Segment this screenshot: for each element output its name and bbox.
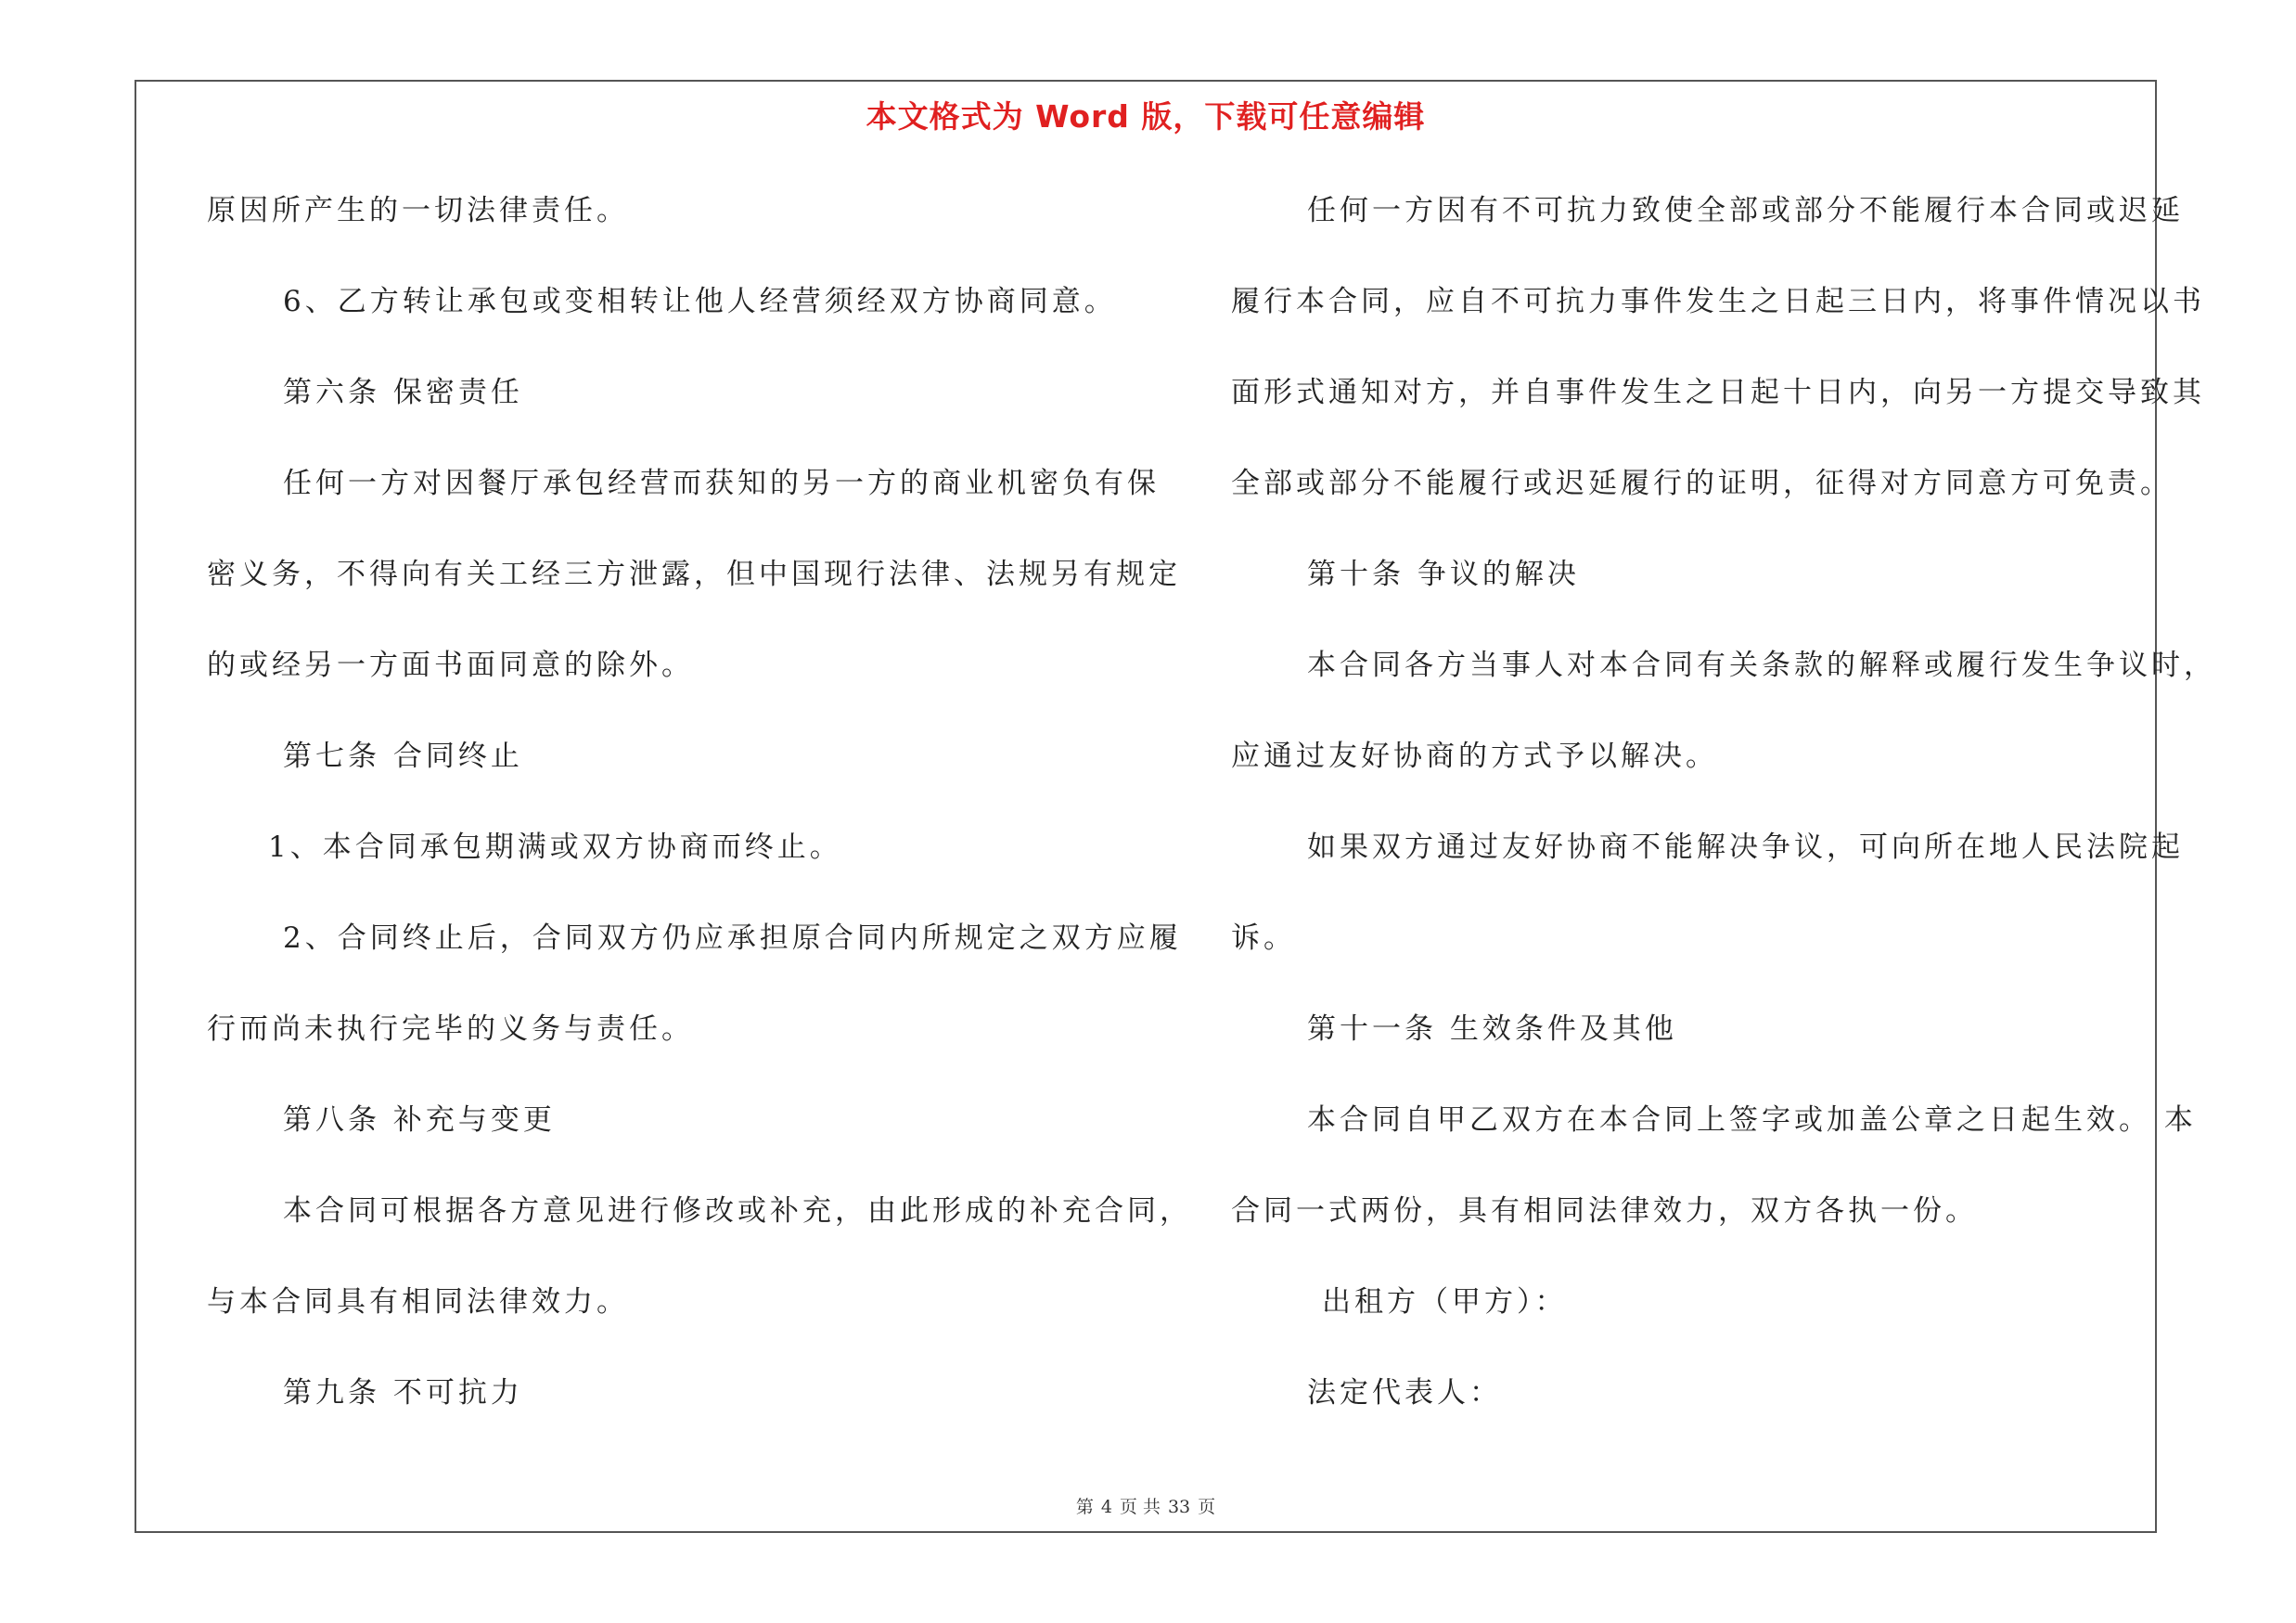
- article-heading: 第十条 争议的解决: [1307, 558, 1580, 591]
- clause-item: 2、合同终止后，合同双方仍应承担原合同内所规定之双方应履: [283, 921, 1182, 955]
- left-column: [207, 186, 1192, 1459]
- total-pages-number: 33: [1167, 1497, 1191, 1517]
- paragraph-line: 本合同各方当事人对本合同有关条款的解释或履行发生争议时，: [1307, 649, 2216, 682]
- article-heading: 第六条 保密责任: [283, 376, 523, 409]
- page-label-suffix: 页: [1198, 1497, 1216, 1517]
- paragraph-line: 应通过友好协商的方式予以解决。: [1231, 740, 1718, 773]
- paragraph-line: 的或经另一方面书面同意的除外。: [207, 649, 694, 682]
- paragraph-line: 诉。: [1231, 921, 1296, 955]
- paragraph-line: 合同一式两份，具有相同法律效力，双方各执一份。: [1231, 1194, 1978, 1228]
- article-heading: 第十一条 生效条件及其他: [1307, 1012, 1677, 1046]
- page-label-prefix: 第: [1075, 1497, 1094, 1517]
- paragraph-line: 本合同可根据各方意见进行修改或补充，由此形成的补充合同，: [283, 1194, 1192, 1228]
- page-number-footer: [136, 1493, 2155, 1518]
- page-label-mid: 页 共: [1119, 1497, 1161, 1517]
- article-heading: 第七条 合同终止: [283, 740, 523, 773]
- clause-item: 1、本合同承包期满或双方协商而终止。: [268, 831, 842, 864]
- paragraph-line: 如果双方通过友好协商不能解决争议，可向所在地人民法院起: [1307, 831, 2184, 864]
- right-column: [1231, 186, 2216, 1459]
- paragraph-line: 行而尚未执行完毕的义务与责任。: [207, 1012, 694, 1046]
- current-page-number: 4: [1100, 1497, 1112, 1517]
- signature-representative-label: 法定代表人：: [1307, 1376, 1502, 1410]
- document-page: [135, 80, 2216, 1533]
- paragraph-line: 任何一方因有不可抗力致使全部或部分不能履行本合同或迟延: [1307, 194, 2184, 227]
- clause-item: 6、乙方转让承包或变相转让他人经营须经双方协商同意。: [283, 285, 1117, 318]
- paragraph-line: 密义务，不得向有关工经三方泄露，但中国现行法律、法规另有规定: [207, 558, 1181, 591]
- paragraph-line: 全部或部分不能履行或迟延履行的证明，征得对方同意方可免责。: [1231, 467, 2173, 500]
- signature-lessor-label: 出租方（甲方）：: [1322, 1285, 1568, 1319]
- paragraph-line: 面形式通知对方，并自事件发生之日起十日内，向另一方提交导致其: [1231, 376, 2205, 409]
- paragraph-line: 与本合同具有相同法律效力。: [207, 1285, 629, 1319]
- article-heading: 第八条 补充与变更: [283, 1103, 556, 1137]
- article-heading: 第九条 不可抗力: [283, 1376, 523, 1410]
- paragraph-line: 原因所产生的一切法律责任。: [207, 194, 629, 227]
- paragraph-line: 任何一方对因餐厅承包经营而获知的另一方的商业机密负有保: [283, 467, 1160, 500]
- paragraph-line: 本合同自甲乙双方在本合同上签字或加盖公章之日起生效。 本: [1307, 1103, 2197, 1137]
- format-notice-banner: 本文格式为 Word 版，下载可任意编辑: [866, 98, 1426, 135]
- paragraph-line: 履行本合同，应自不可抗力事件发生之日起三日内，将事件情况以书: [1231, 285, 2205, 318]
